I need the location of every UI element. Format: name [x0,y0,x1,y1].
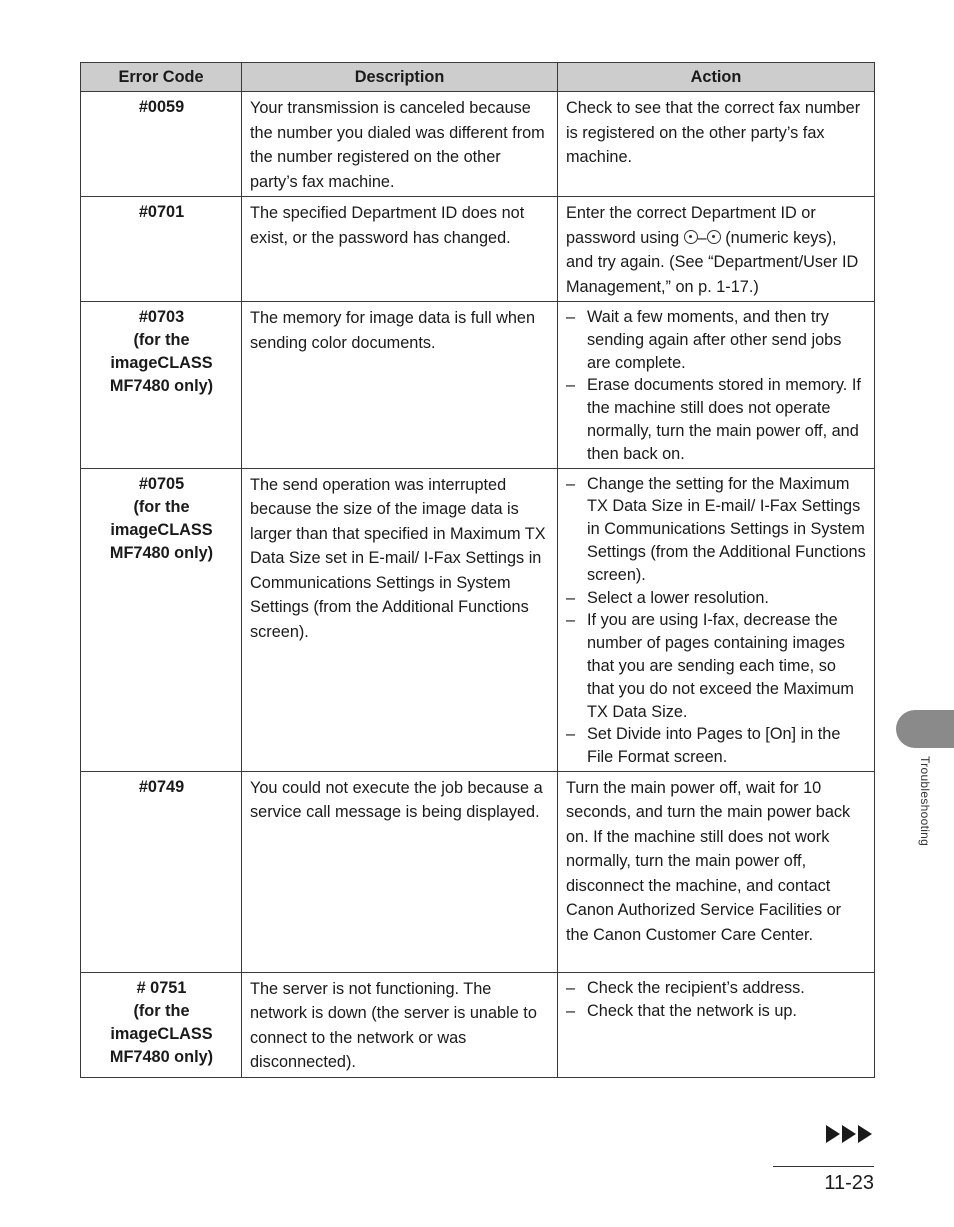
description-cell: The server is not functioning. The network is down (the server is unable to connect to the network or was disconnected). [242,972,558,1077]
action-cell [558,972,875,1077]
list-item: – Set Divide into Pages to [On] in the File Format screen. [566,723,867,769]
error-code-note: imageCLASS [110,354,213,372]
numeric-key-9-icon [707,230,721,244]
error-code-note: (for the [133,1001,190,1020]
action-text: Enter the correct Department ID or password using [566,204,816,247]
header-description: Description [242,63,558,92]
footer-rule [773,1166,874,1167]
error-code: #0705 [138,474,185,493]
description-cell: The memory for image data is full when sending color documents. [242,302,558,469]
description-cell: The specified Department ID does not exist, or the password has changed. [242,197,558,302]
error-code-note: imageCLASS [110,520,213,539]
error-code-cell [81,468,242,771]
description-cell: The send operation was interrupted because the size of the image data is larger than that specified in Maximum TX Data Size set in E-mail/ I-Fax Settings in Communications Settings in System Settings (from the Additional Functions screen). [242,468,558,771]
table-row [81,972,875,1077]
chapter-tab [896,710,954,748]
list-item: – Check that the network is up. [566,1000,867,1023]
error-code-cell [81,92,242,197]
error-code: #0703 [138,308,185,326]
numeric-key-0-icon [684,230,698,244]
action-cell [558,468,875,771]
error-code-cell [81,771,242,972]
action-list [566,473,867,769]
table-header-row [81,63,875,92]
table-row [81,92,875,197]
description-cell: Your transmission is canceled because the number you dialed was different from the number registered on the other party’s fax machine. [242,92,558,197]
chapter-label: Troubleshooting [918,756,932,847]
table-row [81,302,875,469]
error-code: # 0751 [136,978,187,997]
error-code-cell [81,302,242,469]
error-code-note: imageCLASS [110,1024,213,1043]
list-item: – Check the recipient’s address. [566,977,867,1000]
error-code: #0059 [138,98,185,116]
header-action: Action [558,63,875,92]
error-code: #0701 [138,203,185,221]
action-cell: Check to see that the correct fax number is registered on the other party’s fax machine. [558,92,875,197]
error-code-cell [81,197,242,302]
action-text: (numeric keys), and try again. (See “Department/User ID Management,” on p. 1-17.) [566,228,859,296]
list-item: – Change the setting for the Maximum TX Data Size in E-mail/ I-Fax Settings in Communications Settings in System Settings (from the Additional Functions screen). [566,473,867,587]
action-list [566,977,867,1023]
error-code-note: (for the [133,331,190,349]
triple-arrow-right-icon [826,1124,874,1144]
error-code-note: (for the [133,497,190,516]
list-item: – Erase documents stored in memory. If the machine still does not operate normally, turn the main power off, and then back on. [566,374,867,465]
description-cell: You could not execute the job because a service call message is being displayed. [242,771,558,972]
table-row [81,468,875,771]
error-code-cell [81,972,242,1077]
list-item: – If you are using I-fax, decrease the number of pages containing images that you are sending each time, so that you do not exceed the Maximum TX Data Size. [566,609,867,723]
error-code-note: MF7480 only) [109,1047,214,1066]
list-item: – Select a lower resolution. [566,587,867,610]
error-code-note: MF7480 only) [109,543,214,562]
header-error-code: Error Code [81,63,242,92]
action-cell: Turn the main power off, wait for 10 seconds, and turn the main power back on. If the machine still does not work normally, turn the main power off, disconnect the machine, and contact Canon Authorized Service Facilities or the Canon Customer Care Center. [558,771,875,972]
action-cell [558,197,875,302]
error-code-table [80,62,875,1078]
error-code: #0749 [138,777,185,796]
error-code-note: MF7480 only) [109,377,214,395]
key-range-dash: – [697,228,707,247]
page-number: 11-23 [824,1172,874,1194]
table-row [81,197,875,302]
action-list [566,306,867,466]
table-row [81,771,875,972]
list-item: – Wait a few moments, and then try sending again after other send jobs are complete. [566,306,867,374]
action-cell [558,302,875,469]
